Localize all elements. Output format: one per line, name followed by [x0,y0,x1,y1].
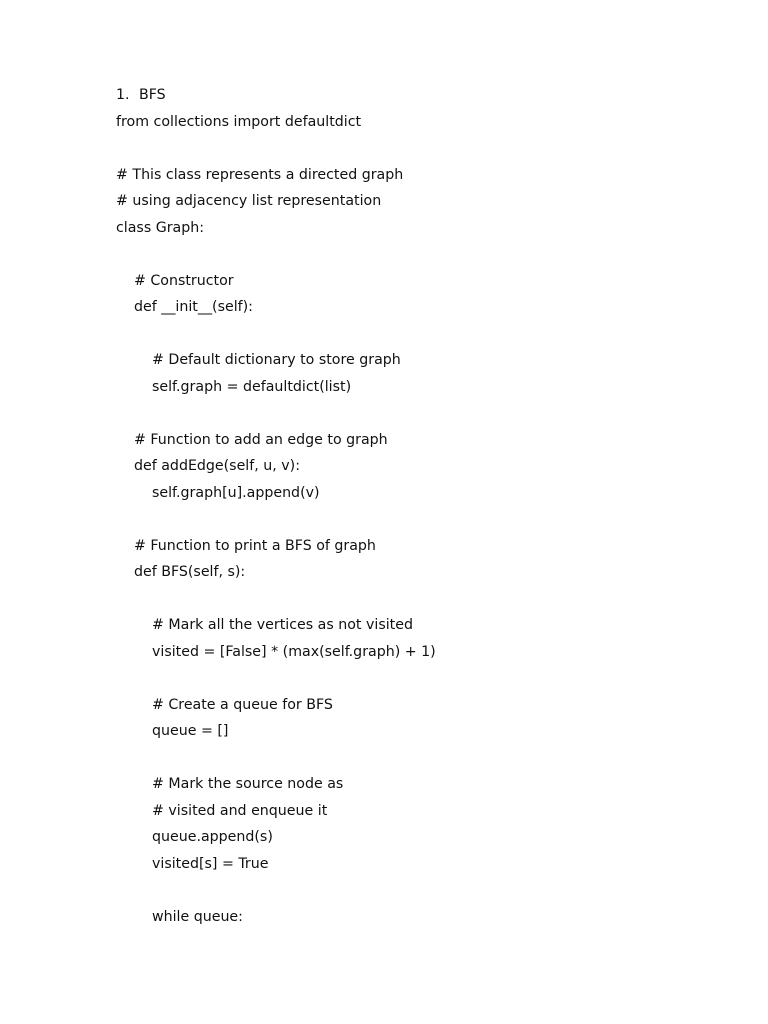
code-line: def __init__(self): [134,299,253,315]
blank-line [116,509,736,536]
code-line: def addEdge(self, u, v): [134,458,300,474]
document-body [116,85,736,933]
code-comment: # Create a queue for BFS [152,696,333,713]
blank-line [116,880,736,907]
code-comment: # using adjacency list representation [116,193,382,209]
code-comment: # Mark all the vertices as not visited [152,617,413,633]
code-line: queue.append(s) [152,829,273,845]
blank-line [116,138,736,165]
blank-line [116,668,736,695]
code-comment: # Mark the source node as [152,776,344,792]
code-line: self.graph = defaultdict(list) [152,378,352,395]
heading-title: BFS [139,87,166,103]
code-line: class Graph: [116,219,205,236]
section-heading [116,85,736,112]
code-line: self.graph[u].append(v) [152,484,320,501]
code-line: queue = [] [152,723,229,739]
blank-line [116,244,736,271]
blank-line [116,748,736,775]
code-comment: # Default dictionary to store graph [152,352,401,368]
code-comment: # visited and enqueue it [152,802,328,819]
code-line: visited = [False] * (max(self.graph) + 1) [152,643,436,660]
code-line: from collections import defaultdict [116,113,362,130]
code-comment: # This class represents a directed graph [116,166,404,183]
blank-line [116,589,736,616]
code-comment: # Function to add an edge to graph [134,431,388,448]
code-comment: # Constructor [134,272,234,289]
code-line: def BFS(self, s): [134,564,246,580]
code-line: while queue: [152,908,243,925]
code-line: visited[s] = True [152,855,269,872]
code-comment: # Function to print a BFS of graph [134,537,376,554]
blank-line [116,324,736,351]
heading-number: 1. [116,87,130,103]
blank-line [116,403,736,430]
